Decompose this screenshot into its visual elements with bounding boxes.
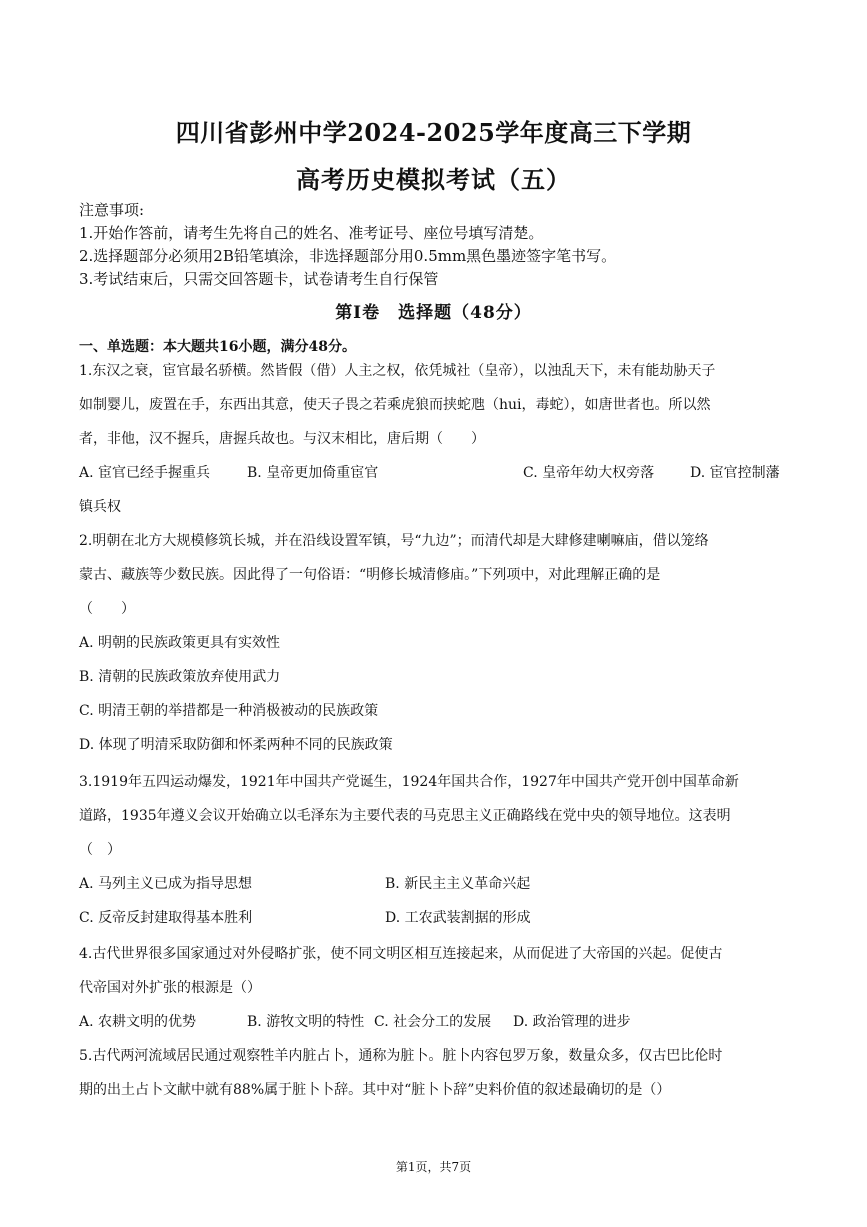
- option-a[interactable]: A. 农耕文明的优势: [79, 1014, 197, 1030]
- question-text-line: 者，非他，汉不握兵，唐握兵故也。与汉末相比，唐后期（ ）: [79, 431, 485, 447]
- options-row: [79, 901, 787, 935]
- question-4: [79, 937, 787, 1039]
- option-d[interactable]: D. 政治管理的进步: [513, 1014, 631, 1030]
- question-text-line: 道路，1935年遵义会议开始确立以毛泽东为主要代表的马克思主义正确路线在党中央的领导地位。这表明: [79, 808, 731, 824]
- page-footer: 第1页，共7页: [395, 1160, 472, 1174]
- option-c[interactable]: C. 社会分工的发展: [374, 1014, 492, 1030]
- option-a[interactable]: A. 明朝的民族政策更具有实效性: [79, 635, 281, 651]
- question-5: [79, 1039, 787, 1107]
- question-text-line: 3.1919年五四运动爆发，1921年中国共产党诞生，1924年国共合作，1927年中国共产党开创中国革命新: [79, 774, 739, 790]
- option-d[interactable]: D. 宦官控制藩: [690, 465, 780, 481]
- question-text-line: 如制婴儿，废置在手，东西出其意，使天子畏之若乘虎狼而挟蛇虺（hui，毒蛇），如唐世者也。所以然: [79, 397, 711, 413]
- section-name: 选择题（48分）: [398, 303, 532, 323]
- question-text-line: 2.明朝在北方大规模修筑长城，并在沿线设置军镇，号“九边”；而清代却是大肆修建喇嘛庙，借以笼络: [79, 533, 709, 549]
- question-1: [79, 354, 787, 524]
- question-text-line: 蒙古、藏族等少数民族。因此得了一句俗语：“明修长城清修庙。”下列项中，对此理解正确的是: [79, 567, 661, 583]
- question-3: [79, 765, 787, 935]
- question-text-line: （ ）: [79, 601, 135, 617]
- part-heading: 一、单选题：本大题共16小题，满分48分。: [79, 339, 356, 355]
- notice-item: 3.考试结束后，只需交回答题卡，试卷请考生自行保管: [79, 270, 439, 288]
- question-text-line: 1.东汉之衰，宦官最名骄横。然皆假（借）人主之权，依凭城社（皇帝），以浊乱天下，未有能劫胁天子: [79, 363, 716, 379]
- option-c[interactable]: C. 反帝反封建取得基本胜利: [79, 910, 253, 926]
- option-c[interactable]: C. 皇帝年幼大权旁落: [523, 465, 655, 481]
- section-heading: [0, 298, 867, 323]
- question-text-line: （ ）: [79, 842, 121, 858]
- option-c[interactable]: C. 明清王朝的举措都是一种消极被动的民族政策: [79, 703, 379, 719]
- notice-item: 1.开始作答前，请考生先将自己的姓名、准考证号、座位号填写清楚。: [79, 224, 544, 242]
- exam-title-school: 四川省彭州中学2024-2025学年度高三下学期: [175, 118, 692, 147]
- notice-heading: 注意事项:: [79, 201, 145, 219]
- options-row: [79, 867, 787, 901]
- option-b[interactable]: B. 新民主主义革命兴起: [385, 876, 531, 892]
- exam-title-subject: 高考历史模拟考试（五）: [296, 165, 571, 194]
- option-d[interactable]: D. 工农武装割据的形成: [385, 910, 531, 926]
- question-2: [79, 524, 787, 762]
- option-b[interactable]: B. 皇帝更加倚重宦官: [247, 465, 379, 481]
- section-part: 第Ⅰ卷: [335, 303, 381, 323]
- option-d[interactable]: D. 体现了明清采取防御和怀柔两种不同的民族政策: [79, 737, 393, 753]
- notice-block: [79, 199, 799, 291]
- options-row: [79, 456, 787, 490]
- options-row: [79, 1005, 787, 1039]
- question-text-line: 5.古代两河流域居民通过观察牲羊内脏占卜，通称为脏卜。脏卜内容包罗万象，数量众多，仅古巴比伦时: [79, 1048, 723, 1064]
- notice-item: 2.选择题部分必须用2B铅笔填涂，非选择题部分用0.5mm黑色墨迹签字笔书写。: [79, 247, 617, 265]
- option-b[interactable]: B. 清朝的民族政策放弃使用武力: [79, 669, 281, 685]
- option-d-continued: 镇兵权: [79, 499, 121, 515]
- question-text-line: 4.古代世界很多国家通过对外侵略扩张，使不同文明区相互连接起来，从而促进了大帝国的兴起。促使古: [79, 946, 723, 962]
- question-text-line: 期的出土占卜文献中就有88%属于脏卜卜辞。其中对“脏卜卜辞”史料价值的叙述最确切的是（）: [79, 1082, 671, 1098]
- option-b[interactable]: B. 游牧文明的特性: [247, 1014, 365, 1030]
- question-text-line: 代帝国对外扩张的根源是（）: [79, 980, 261, 996]
- option-a[interactable]: A. 宦官已经手握重兵: [79, 465, 211, 481]
- option-a[interactable]: A. 马列主义已成为指导思想: [79, 876, 253, 892]
